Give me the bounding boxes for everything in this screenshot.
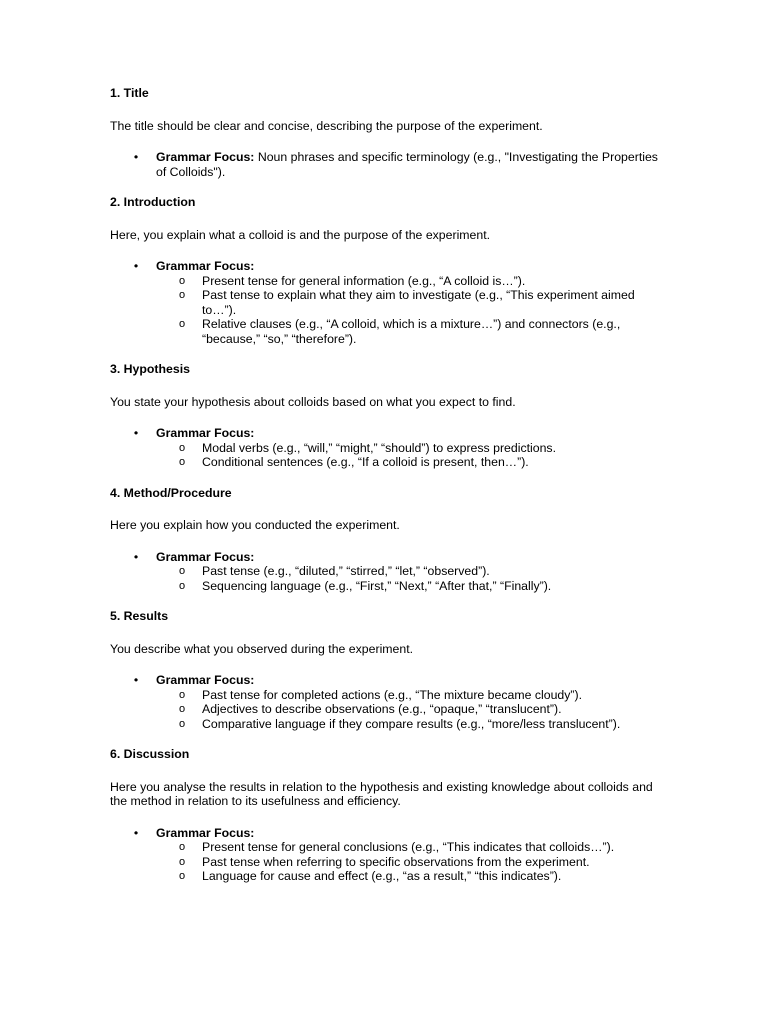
section-heading: 6. Discussion <box>110 747 190 761</box>
sub-bullet-marker: o <box>178 441 186 454</box>
grammar-focus-bullet <box>110 259 668 274</box>
list-item-text: Past tense when referring to specific observations from the experiment. <box>202 854 590 869</box>
list-item-text: Present tense for general information (e.g., “A colloid is…”). <box>202 273 526 288</box>
grammar-sub-list <box>110 564 668 593</box>
sub-bullet-marker: o <box>178 579 186 592</box>
sub-bullet-marker: o <box>178 855 186 868</box>
list-item <box>110 702 668 717</box>
list-item <box>110 855 668 870</box>
bullet-marker: • <box>133 549 139 564</box>
list-item <box>110 840 668 855</box>
grammar-focus-label: Grammar Focus: <box>156 150 255 164</box>
bullet-marker: • <box>133 259 139 273</box>
grammar-focus-bullet <box>110 426 668 441</box>
grammar-sub-list <box>110 688 668 732</box>
list-item-text: Adjectives to describe observations (e.g., “opaque,” “translucent”). <box>202 702 562 716</box>
bullet-marker: • <box>133 825 139 840</box>
sub-bullet-marker: o <box>178 318 186 330</box>
list-item <box>110 288 668 317</box>
sub-bullet-marker: o <box>178 456 186 468</box>
list-item <box>110 441 668 456</box>
list-item <box>110 274 668 289</box>
spacer <box>110 346 668 362</box>
grammar-focus-label: Grammar Focus: <box>156 426 255 440</box>
section-heading: 4. Method/Procedure <box>110 485 232 500</box>
section-heading: 1. Title <box>110 86 149 100</box>
spacer <box>110 179 668 195</box>
grammar-sub-list <box>110 274 668 347</box>
list-item <box>110 579 668 594</box>
grammar-focus-label: Grammar Focus: <box>156 259 255 273</box>
bullet-marker: • <box>133 150 139 164</box>
sub-bullet-marker: o <box>178 841 186 853</box>
list-item <box>110 688 668 703</box>
list-item-text: Language for cause and effect (e.g., “as a result,” “this indicates”). <box>202 869 562 883</box>
list-item-text: Modal verbs (e.g., “will,” “might,” “should”) to express predictions. <box>202 440 556 455</box>
bullet-marker: • <box>133 426 139 440</box>
grammar-focus-label: Grammar Focus: <box>156 825 255 840</box>
list-item-text: Conditional sentences (e.g., “If a colloid is present, then…”). <box>202 455 529 469</box>
spacer <box>110 731 668 747</box>
section-paragraph: The title should be clear and concise, describing the purpose of the experiment. <box>110 118 543 133</box>
list-item <box>110 317 668 346</box>
grammar-focus-bullet <box>110 150 668 179</box>
spacer <box>110 470 668 486</box>
list-item-text: Relative clauses (e.g., “A colloid, which is a mixture…”) and connectors (e.g., “because,” “so,” “therefore”). <box>202 317 621 346</box>
section-discussion <box>110 747 668 884</box>
section-paragraph: You state your hypothesis about colloids based on what you expect to find. <box>110 394 516 409</box>
list-item-text: Past tense for completed actions (e.g., “The mixture became cloudy”). <box>202 687 583 702</box>
list-item <box>110 564 668 579</box>
sub-bullet-marker: o <box>178 274 186 287</box>
list-item <box>110 869 668 884</box>
list-item-text: Comparative language if they compare results (e.g., “more/less translucent”). <box>202 716 621 731</box>
section-paragraph: You describe what you observed during the experiment. <box>110 641 414 656</box>
grammar-sub-list <box>110 441 668 470</box>
section-hypothesis <box>110 362 668 470</box>
grammar-focus-text: Noun phrases and specific terminology (e.g., "Investigating the Properties of Colloids"). <box>156 150 658 179</box>
list-item <box>110 717 668 732</box>
grammar-focus-bullet <box>110 826 668 841</box>
section-paragraph: Here you analyse the results in relation to the hypothesis and existing knowledge about colloids and the method in relation to its usefulness and efficiency. <box>110 779 653 808</box>
sub-bullet-marker: o <box>178 688 186 701</box>
list-item <box>110 455 668 470</box>
section-introduction <box>110 195 668 346</box>
list-item-text: Present tense for general conclusions (e.g., “This indicates that colloids…”). <box>202 840 615 854</box>
section-title <box>110 86 668 179</box>
section-method <box>110 486 668 594</box>
grammar-focus-label: Grammar Focus: <box>156 673 255 687</box>
section-paragraph: Here you explain how you conducted the experiment. <box>110 518 400 532</box>
grammar-sub-list <box>110 840 668 884</box>
section-heading: 2. Introduction <box>110 195 196 209</box>
sub-bullet-marker: o <box>178 289 186 301</box>
sub-bullet-marker: o <box>178 717 186 730</box>
section-heading: 3. Hypothesis <box>110 362 190 376</box>
grammar-focus-bullet <box>110 550 668 565</box>
list-item-text: Past tense to explain what they aim to investigate (e.g., “This experiment aimed to…”). <box>202 288 635 317</box>
grammar-focus-label: Grammar Focus: <box>156 549 255 564</box>
grammar-focus-bullet <box>110 673 668 688</box>
bullet-marker: • <box>133 673 139 687</box>
section-results <box>110 609 668 731</box>
section-heading: 5. Results <box>110 609 169 623</box>
list-item-text: Past tense (e.g., “diluted,” “stirred,” “let,” “observed”). <box>202 564 490 578</box>
list-item-text: Sequencing language (e.g., “First,” “Next,” “After that,” “Finally”). <box>202 578 552 593</box>
sub-bullet-marker: o <box>178 565 186 577</box>
sub-bullet-marker: o <box>178 870 186 882</box>
sub-bullet-marker: o <box>178 703 186 715</box>
spacer <box>110 593 668 609</box>
section-paragraph: Here, you explain what a colloid is and the purpose of the experiment. <box>110 227 491 242</box>
